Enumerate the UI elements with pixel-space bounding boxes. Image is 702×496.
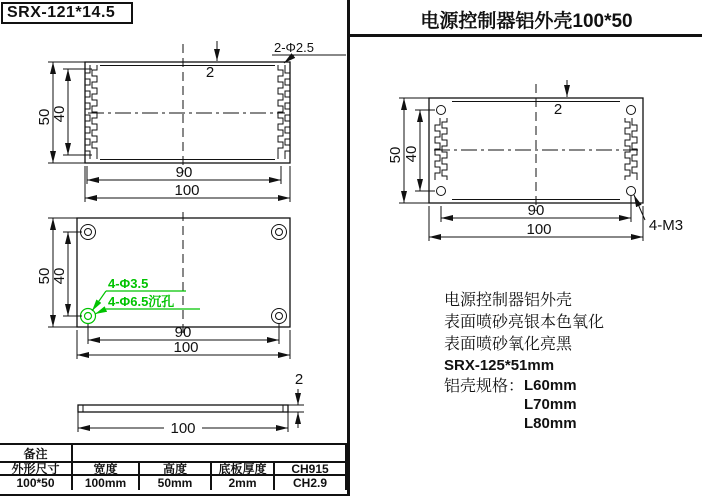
counterbore-note-label: 4-Φ6.5沉孔 — [108, 294, 175, 309]
value-cell: 2mm — [212, 476, 275, 490]
fins-right-outer — [632, 118, 637, 180]
header-cell: 宽度 — [73, 463, 140, 476]
spec-row — [444, 376, 604, 433]
counterbore-callout — [92, 276, 200, 314]
dim-100-label: 100 — [174, 182, 200, 199]
left-section-view-svg — [38, 36, 350, 210]
right-section-view-svg — [388, 78, 702, 246]
notes-block — [444, 290, 604, 433]
fins-left — [442, 118, 447, 180]
left-side-view-svg — [60, 368, 310, 446]
dim-100-label: 100 — [170, 420, 196, 437]
wall-thickness-label: 2 — [205, 64, 215, 81]
fins-left-outer — [85, 65, 90, 159]
hole-callout-label: 2-Φ2.5 — [274, 40, 315, 55]
dim-40-label: 40 — [51, 105, 68, 123]
screw-boss — [437, 187, 446, 196]
model-label: SRX-121*14.5 — [7, 4, 116, 21]
remark-label-cell: 备注 — [0, 445, 73, 463]
pane-divider — [347, 0, 350, 496]
dim-90-label: 90 — [527, 202, 545, 219]
value-cell: CH2.9 — [275, 476, 347, 490]
wall-thickness-dim — [206, 41, 217, 81]
fins-right-outer — [285, 65, 290, 159]
dim-90-label: 90 — [174, 324, 192, 341]
value-cell: 50mm — [140, 476, 212, 490]
fins-left — [92, 65, 97, 159]
plate-body — [77, 212, 290, 336]
header-cell: 外形尺寸 — [0, 463, 73, 476]
spec-value: L80mm — [524, 415, 577, 432]
note-line: 电源控制器铝外壳 — [444, 292, 573, 309]
screw-boss — [627, 106, 636, 115]
spec-table — [0, 443, 347, 496]
header-cell: 底板厚度 — [212, 463, 275, 476]
fins-right — [278, 65, 283, 159]
dim-40 — [51, 69, 92, 155]
dim-50-label: 50 — [36, 108, 53, 126]
spec-values — [524, 376, 577, 433]
screw-boss — [437, 106, 446, 115]
header-cell: CH915 — [275, 463, 347, 476]
dim-100-label: 100 — [173, 339, 199, 356]
wall-thickness-label: 2 — [553, 101, 563, 118]
dim-100 — [78, 412, 288, 437]
left-plate-view-svg — [38, 212, 350, 364]
dim-50-label: 50 — [36, 267, 53, 285]
dim-40 — [403, 110, 435, 191]
note-line: 表面喷砂亮银本色氧化 — [444, 314, 605, 331]
tapped-hole-callout — [634, 195, 683, 234]
dim-50-label: 50 — [387, 146, 404, 164]
drill-note-label: 4-Φ3.5 — [108, 276, 149, 291]
spec-label: 铝壳规格： — [444, 378, 525, 395]
plate-strip — [78, 405, 288, 412]
note-line: 表面喷砂氧化亮黑 — [444, 336, 573, 353]
note-line-model: SRX-125*51mm — [444, 357, 555, 374]
fins-right — [625, 118, 630, 180]
wall-thickness-dim — [554, 80, 567, 118]
page-title: 电源控制器铝外壳100*50 — [420, 11, 633, 32]
dim-90 — [87, 164, 281, 184]
dim-100-label: 100 — [526, 221, 552, 238]
hole-callout — [272, 40, 346, 63]
spec-value: L60mm — [524, 377, 577, 394]
title-underline — [350, 34, 702, 37]
model-label-box — [1, 2, 133, 24]
highlighted-hole — [81, 309, 96, 324]
thickness-label: 2 — [294, 371, 304, 388]
screw-boss — [627, 187, 636, 196]
thickness-dim — [288, 371, 304, 428]
dim-90-label: 90 — [175, 164, 193, 181]
dim-40-label: 40 — [403, 145, 420, 163]
fins-left-outer — [435, 118, 440, 180]
dim-40-label: 40 — [51, 267, 68, 285]
centerlines — [88, 44, 285, 172]
value-cell: 100*50 — [0, 476, 73, 490]
value-cell: 100mm — [73, 476, 140, 490]
tapped-hole-label: 4-M3 — [648, 217, 684, 234]
centerlines — [434, 84, 638, 211]
spec-value: L70mm — [524, 396, 577, 413]
header-cell: 高度 — [140, 463, 212, 476]
remark-value-cell — [73, 445, 347, 463]
